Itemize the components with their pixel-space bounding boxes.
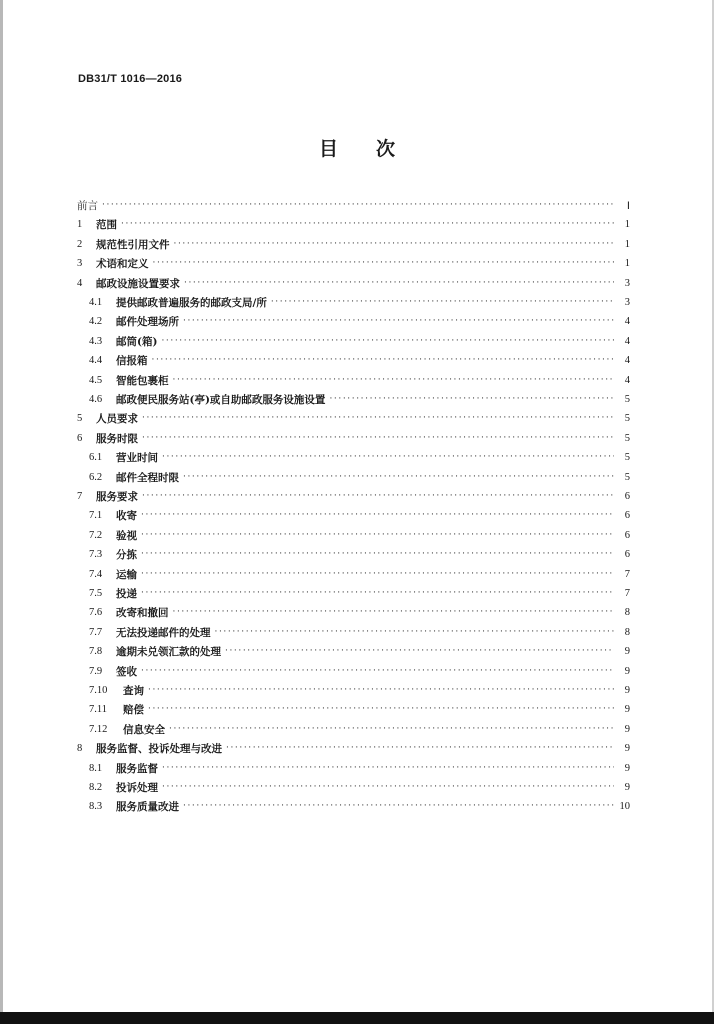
toc-entry-page-number: 7 xyxy=(624,568,630,580)
toc-entry-number: 3 xyxy=(77,258,83,270)
toc-entry-page-number: 3 xyxy=(624,297,630,308)
toc-leader-dots xyxy=(102,196,614,215)
toc-entry-page-number: Ⅰ xyxy=(626,200,630,212)
toc-leader-dots xyxy=(141,545,614,564)
toc-leader-dots xyxy=(141,565,614,584)
toc-entry-label: 无法投递邮件的处理 xyxy=(116,626,211,639)
toc-entry-label: 服务监督、投诉处理与改进 xyxy=(96,743,222,756)
toc-entry-page-number: 6 xyxy=(624,549,630,561)
toc-entry-label: 运输 xyxy=(116,568,137,581)
toc-entry-number: 7.12 xyxy=(89,723,108,735)
toc-leader-dots xyxy=(162,778,614,797)
toc-entry-number: 6 xyxy=(77,432,83,444)
toc-entry-number: 5 xyxy=(77,413,83,425)
toc-leader-dots xyxy=(153,254,615,273)
toc-leader-dots xyxy=(141,584,614,603)
toc-entry[interactable] xyxy=(0,254,714,273)
toc-leader-dots xyxy=(329,390,614,409)
toc-entry-label: 规范性引用文件 xyxy=(96,238,170,251)
toc-leader-dots xyxy=(169,720,614,739)
toc-entry[interactable] xyxy=(0,584,714,603)
toc-entry[interactable] xyxy=(0,293,714,312)
toc-entry-number: 4.2 xyxy=(89,316,103,328)
toc-entry-page-number: 7 xyxy=(624,588,630,599)
toc-entry-number: 7 xyxy=(77,491,83,502)
toc-leader-dots xyxy=(271,293,614,312)
toc-entry-label: 术语和定义 xyxy=(96,258,149,271)
toc-entry-label: 信息安全 xyxy=(123,723,165,736)
toc-entry-page-number: 8 xyxy=(624,626,630,638)
toc-leader-dots xyxy=(173,603,615,622)
toc-entry-label: 范围 xyxy=(96,219,117,232)
toc-entry-page-number: 5 xyxy=(624,432,630,444)
page-title xyxy=(0,134,714,161)
toc-entry[interactable] xyxy=(0,565,714,584)
toc-entry-page-number: 8 xyxy=(624,607,630,619)
toc-entry-number: 4.6 xyxy=(89,394,103,405)
toc-entry[interactable] xyxy=(0,623,714,642)
toc-entry-number: 4.3 xyxy=(89,335,103,347)
toc-entry[interactable] xyxy=(0,468,714,487)
toc-entry-label: 签收 xyxy=(116,665,137,678)
toc-entry[interactable] xyxy=(0,681,714,700)
toc-entry-label: 投递 xyxy=(116,588,137,600)
toc-entry-number: 8.2 xyxy=(89,782,103,793)
toc-entry-number: 7.10 xyxy=(89,685,108,696)
toc-entry-page-number: 5 xyxy=(624,452,630,464)
toc-entry-label: 邮政便民服务站(亭)或自助邮政服务设施设置 xyxy=(116,394,326,406)
toc-leader-dots xyxy=(148,700,614,719)
toc-entry-label: 投诉处理 xyxy=(116,782,158,794)
toc-leader-dots xyxy=(162,759,614,778)
toc-entry-page-number: 6 xyxy=(624,491,630,502)
toc-entry-number: 7.5 xyxy=(89,588,103,599)
toc-entry-number: 4 xyxy=(77,277,83,289)
toc-entry-page-number: 1 xyxy=(624,258,630,270)
toc-entry[interactable] xyxy=(0,506,714,525)
toc-entry-number: 7.11 xyxy=(89,704,107,716)
toc-entry-page-number: 9 xyxy=(624,685,630,696)
toc-entry[interactable] xyxy=(0,351,714,370)
toc-entry-number: 7.2 xyxy=(89,529,103,541)
toc-entry-label: 收寄 xyxy=(116,510,137,523)
toc-entry-number: 7.8 xyxy=(89,646,103,658)
toc-entry[interactable] xyxy=(0,409,714,428)
toc-entry[interactable] xyxy=(0,759,714,778)
toc-entry[interactable] xyxy=(0,390,714,409)
toc-entry[interactable] xyxy=(0,215,714,234)
toc-entry-label: 智能包裹柜 xyxy=(116,374,169,387)
toc-entry[interactable] xyxy=(0,662,714,681)
toc-entry-page-number: 9 xyxy=(624,704,630,716)
toc-entry-number: 7.3 xyxy=(89,549,103,561)
toc-entry-label: 分拣 xyxy=(116,549,137,562)
toc-leader-dots xyxy=(152,351,615,370)
standard-code: DB31/T 1016—2016 xyxy=(78,73,183,85)
toc-entry-label: 查询 xyxy=(123,685,144,697)
toc-entry-label: 服务要求 xyxy=(96,491,138,503)
toc-entry[interactable] xyxy=(0,274,714,293)
toc-entry-label: 逾期未兑领汇款的处理 xyxy=(116,646,221,659)
toc-entry[interactable] xyxy=(0,545,714,564)
toc-entry-number: 4.4 xyxy=(89,355,103,367)
toc-leader-dots xyxy=(121,215,614,234)
toc-entry-page-number: 3 xyxy=(624,277,630,289)
toc-entry[interactable] xyxy=(0,739,714,758)
toc-leader-dots xyxy=(142,429,614,448)
toc-leader-dots xyxy=(142,409,614,428)
toc-leader-dots xyxy=(141,506,614,525)
toc-entry-page-number: 10 xyxy=(619,801,630,813)
toc-leader-dots xyxy=(161,332,614,351)
toc-entry-page-number: 5 xyxy=(624,413,630,425)
toc-leader-dots xyxy=(148,681,614,700)
toc-entry[interactable] xyxy=(0,196,714,215)
toc-entry-label: 营业时间 xyxy=(116,452,158,465)
toc-entry-number: 2 xyxy=(77,238,83,250)
toc-entry-label: 邮件处理场所 xyxy=(116,316,179,329)
toc-entry-page-number: 4 xyxy=(624,355,630,367)
toc-entry[interactable] xyxy=(0,371,714,390)
toc-entry-label: 邮件全程时限 xyxy=(116,471,179,484)
toc-entry-label: 验视 xyxy=(116,529,137,542)
toc-leader-dots xyxy=(162,448,614,467)
toc-leader-dots xyxy=(215,623,615,642)
toc-leader-dots xyxy=(226,739,614,758)
toc-entry-number: 7.7 xyxy=(89,626,103,638)
toc-leader-dots xyxy=(141,526,614,545)
toc-entry-number: 7.9 xyxy=(89,665,103,677)
toc-entry-label: 服务质量改进 xyxy=(116,801,179,814)
scan-bottom-edge xyxy=(0,1012,714,1024)
toc-entry-page-number: 9 xyxy=(624,646,630,658)
toc-entry-page-number: 9 xyxy=(624,723,630,735)
toc-entry-page-number: 6 xyxy=(624,510,630,522)
toc-entry[interactable] xyxy=(0,332,714,351)
toc-entry[interactable] xyxy=(0,720,714,739)
toc-entry-page-number: 1 xyxy=(624,219,630,231)
toc-entry[interactable] xyxy=(0,778,714,797)
toc-entry-number: 4.5 xyxy=(89,374,103,386)
toc-entry-label: 服务时限 xyxy=(96,432,138,445)
toc-leader-dots xyxy=(183,468,614,487)
toc-entry-page-number: 5 xyxy=(624,394,630,405)
toc-entry[interactable] xyxy=(0,312,714,331)
toc-leader-dots xyxy=(183,312,614,331)
toc-leader-dots xyxy=(174,235,615,254)
page-title-char-1: 目 xyxy=(318,138,338,160)
toc-entry-number: 8.1 xyxy=(89,762,103,774)
toc-entry-page-number: 6 xyxy=(624,529,630,541)
toc-entry-label: 改寄和撤回 xyxy=(116,607,169,620)
toc-entry-page-number: 9 xyxy=(624,665,630,677)
toc-entry-label: 人员要求 xyxy=(96,413,138,426)
toc-entry-number: 7.4 xyxy=(89,568,103,580)
toc-entry-label: 信报箱 xyxy=(116,355,148,368)
toc-leader-dots xyxy=(141,662,614,681)
toc-entry[interactable] xyxy=(0,700,714,719)
toc-entry-label: 邮政设施设置要求 xyxy=(96,277,180,290)
toc-entry-number: 6.2 xyxy=(89,471,103,483)
toc-leader-dots xyxy=(142,487,614,506)
toc-entry-number: 7.6 xyxy=(89,607,103,619)
toc-entry-label: 前言 xyxy=(77,200,98,212)
toc-entry[interactable] xyxy=(0,235,714,254)
toc-entry-page-number: 4 xyxy=(624,374,630,386)
toc-entry[interactable] xyxy=(0,797,714,816)
toc-entry-page-number: 4 xyxy=(624,316,630,328)
toc-entry[interactable] xyxy=(0,448,714,467)
toc-entry-page-number: 9 xyxy=(624,762,630,774)
toc-entry-number: 6.1 xyxy=(89,452,103,464)
toc-entry[interactable] xyxy=(0,526,714,545)
toc-entry-page-number: 4 xyxy=(624,335,630,347)
toc-entry-number: 4.1 xyxy=(89,297,103,308)
toc-leader-dots xyxy=(173,371,615,390)
toc-leader-dots xyxy=(225,642,614,661)
toc-entry-page-number: 5 xyxy=(624,471,630,483)
toc-entry-label: 提供邮政普遍服务的邮政支局/所 xyxy=(116,297,267,309)
toc-entry-number: 1 xyxy=(77,219,83,231)
toc-entry-label: 邮筒(箱) xyxy=(116,335,158,348)
page-title-char-2: 次 xyxy=(376,138,396,160)
toc-leader-dots xyxy=(183,797,614,816)
toc-entry-page-number: 9 xyxy=(624,782,630,793)
toc-entry[interactable] xyxy=(0,603,714,622)
toc-entry-label: 服务监督 xyxy=(116,762,158,775)
toc-entry-number: 7.1 xyxy=(89,510,103,522)
toc-entry-label: 赔偿 xyxy=(123,704,144,717)
toc-entry-number: 8.3 xyxy=(89,801,103,813)
toc-entry[interactable] xyxy=(0,487,714,506)
toc-entry-page-number: 1 xyxy=(624,238,630,250)
toc-entry[interactable] xyxy=(0,642,714,661)
toc-entry-page-number: 9 xyxy=(624,743,630,755)
toc-leader-dots xyxy=(184,274,614,293)
toc-entry[interactable] xyxy=(0,429,714,448)
toc-entry-number: 8 xyxy=(77,743,83,755)
